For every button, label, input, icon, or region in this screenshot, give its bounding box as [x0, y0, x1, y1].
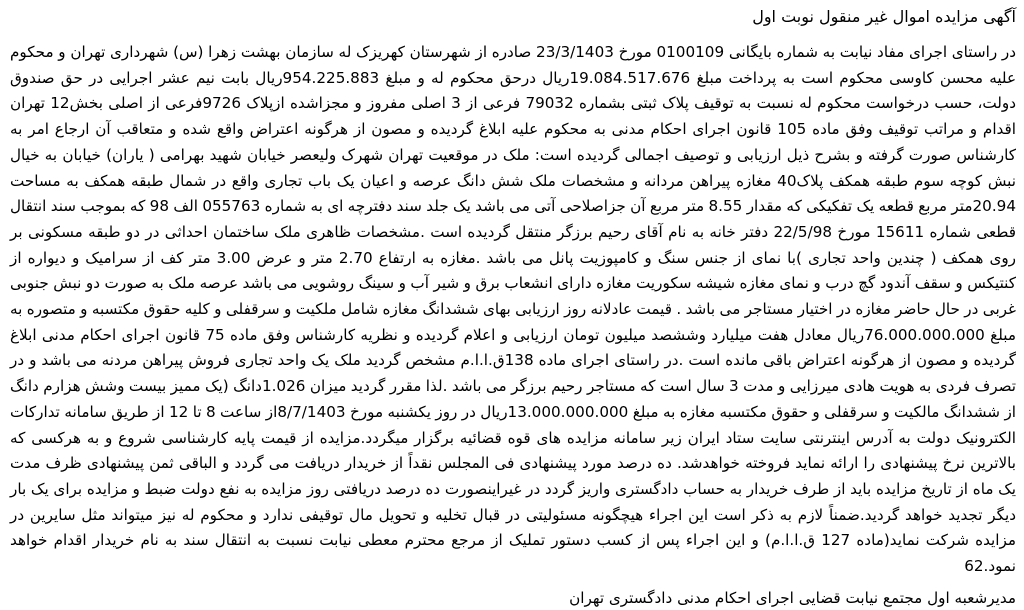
- notice-body: در راستای اجرای مفاد نیابت به شماره بایگانی 0100109 مورخ 23/3/1403 صادره از شهرستان کهریزک له سازمان بهشت زهرا (س) شهرداری تهران و محکوم علیه محسن کاوسی محکوم است به پرداخت مبلغ 19.084.517.676ریال درحق محکوم له و مبلغ 954.225.883ریال بابت نیم عشر اجرایی در حق صندوق دولت، حسب درخواست محکوم له نسبت به توقیف پلاک ثبتی بشماره 79032 فرعی از 3 اصلی مفروز و مجزاشده ازپلاک 9726فرعی از اصلی بخش12 تهران اقدام و مراتب توقیف وفق ماده 105 قانون اجرای احکام مدنی به محکوم علیه ابلاغ گردیده و مصون از هرگونه اعتراض واقع شده و متعاقب آن ارجاع امر به کارشناس صورت گرفته و بشرح ذیل ارزیابی و توصیف اجمالی گردیده است: ملک در موقعیت تهران شهرک ولیعصر خیابان شهید بهرامی ( یاران) خیابان به خیال نبش کوچه سوم طبقه همکف پلاک40 مغازه پیراهن مردانه و مشخصات ملک شش دانگ عرصه و اعیان یک باب تجاری واقع در شمال طبقه همکف به مساحت 20.94متر مربع قطعه یک تفکیکی که مقدار 8.55 متر مربع آن جزاصلاحی آتی می باشد یک جلد سند دفترچه ای به شماره 055763 الف 98 که بموجب سند انتقال قطعی شماره 15611 مورخ 22/5/98 دفتر خانه به نام آقای رحیم برزگر منتقل گردیده است .مشخصات ظاهری ملک ساختمان احداثی در دو طبقه مسکونی بر روی همکف ( چندین واحد تجاری )با نمای از جنس سنگ و کامپوزیت پانل می باشد .مغازه به ارتفاع 2.70 متر و عرض 3.00 متر کف از سرامیک و دیواره از کنتیکس و سقف آندود گچ درب و نمای مغازه شیشه سکوریت مغازه دارای انشعاب برق و شیر آب و سینگ روشویی می باشد عرصه ملک به صورت دو نبش جنوبی غربی در حال حاضر مغازه در اختیار مستاجر می باشد . قیمت عادلانه روز ارزیابی بهای ششدانگ مغازه شامل ملکیت و سرقفلی و کلیه حقوق مکتسبه و متصوره به مبلغ 76.000.000.000ریال معادل هفت میلیارد وششصد میلیون تومان ارزیابی و اعلام گردیده و نظریه کارشناس وفق ماده 75 قانون اجرای احکام مدنی ابلاغ گردیده و مصون از هرگونه اعتراض باقی مانده است .در راستای اجرای ماده 138ق.ا.ا.م مشخص گردید ملک یک واحد تجاری فروش پیراهن مردنه می باشد و در تصرف فردی به هویت هادی میرزایی و مدت 3 سال است که مستاجر رحیم برزگر می باشد .لذا مقرر گردید میزان 1.026دانگ (یک ممیز بیست وشش هزارم دانگ از ششدانگ مالکیت و سرقفلی و حقوق مکتسبه مغازه به مبلغ 13.000.000.000ریال در روز یکشنبه مورخ 8/7/1403از ساعت 8 تا 12 از طریق سامانه تدارکات الکترونیک دولت به آدرس اینترنتی سایت ستاد ایران زیر سامانه مزایده های قوه قضائیه برگزار میگردد.مزایده از قیمت پایه کارشناسی شروع و به هرکسی که بالاترین نرخ پیشنهادی را ارائه نماید فروخته خواهدشد. ده درصد مورد پیشنهادی فی المجلس نقداً از خریدار دریافت می گردد و الباقی ثمن پیشنهادی ظرف مدت یک ماه از تاریخ مزایده باید از طرف خریدار به حساب دادگستری واریز گردد در غیراینصورت ده درصد دریافتی روز مزایده به نفع دولت ضبط و مزایده برای یک بار دیگر تجدید خواهد گردید.ضمناً لازم به ذکر است این اجراء هیچگونه مسئولیتی در قبال تخلیه و تحویل مال توقیفی ندارد و محکوم له نیز میتواند مثل سایرین در مزایده شرکت نماید(ماده 127 ق.ا.ا.م) و این اجراء پس از کسب دستور تملیک از مرجع محترم معطی نیابت نسبت به انتقال سند به نام خریدار اقدام خواهد نمود.62: [10, 43, 1017, 576]
- notice-signature: مدیرشعبه اول مجتمع نیابت قضایی اجرای احکام مدنی دادگستری تهران: [569, 588, 1016, 607]
- notice-title: آگهی مزایده اموال غیر منقول نوبت اول: [752, 7, 1016, 26]
